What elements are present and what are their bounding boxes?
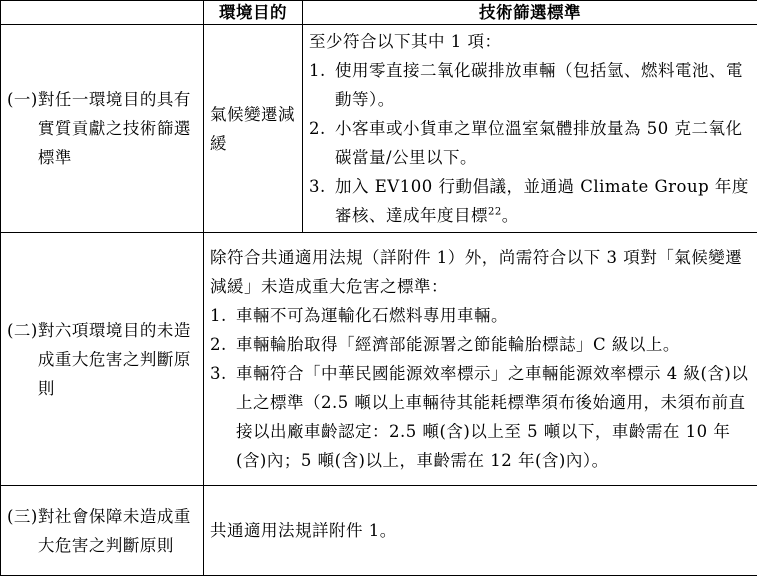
row-1-criteria-cell bbox=[303, 25, 757, 233]
list-item bbox=[210, 330, 751, 359]
row-3-label-cell bbox=[1, 486, 204, 576]
item-number: 1. bbox=[210, 301, 236, 330]
list-item bbox=[309, 114, 751, 172]
row-3-criteria-cell bbox=[204, 486, 757, 576]
item-text: 車輛符合「中華民國能源效率標示」之車輛能源效率標示 4 級(含)以上之標準（2.5 噸以上車輛待其能耗標準須布後始適用，未須布前直接以出廠車齡認定：2.5 噸(含)以上至 5 噸以下，車齡需在 10 年(含)內；5 噸(含)以上，車齡需在 12 年(含)內）。 bbox=[236, 359, 751, 475]
footnote-marker: 22 bbox=[488, 207, 502, 218]
row-2-number: (二) bbox=[7, 316, 38, 403]
item-number: 3. bbox=[309, 172, 335, 230]
row-2-label: 對六項環境目的未造成重大危害之判斷原則 bbox=[38, 316, 197, 403]
header-criteria: 技術篩選標準 bbox=[303, 1, 757, 25]
row-1-objective: 氣候變遷減緩 bbox=[210, 105, 295, 153]
item-number: 2. bbox=[210, 330, 236, 359]
row-3-label: 對社會保障未造成重大危害之判斷原則 bbox=[38, 502, 197, 560]
row-1-objective-cell bbox=[204, 25, 303, 233]
list-item bbox=[210, 359, 751, 475]
row-1-intro: 至少符合以下其中 1 項： bbox=[309, 27, 751, 56]
item-text-tail: 。 bbox=[502, 206, 519, 225]
item-number: 3. bbox=[210, 359, 236, 475]
row-1-label-cell bbox=[1, 25, 204, 233]
row-1-list bbox=[309, 56, 751, 230]
row-3-number: (三) bbox=[7, 502, 38, 560]
row-2-label-cell bbox=[1, 233, 204, 486]
item-text: 車輛輪胎取得「經濟部能源署之節能輪胎標誌」C 級以上。 bbox=[236, 330, 751, 359]
item-text: 使用零直接二氧化碳排放車輛（包括氫、燃料電池、電動等）。 bbox=[335, 56, 751, 114]
row-2-intro: 除符合共通適用法規（詳附件 1）外，尚需符合以下 3 項對「氣候變遷減緩」未造成重大危害之標準： bbox=[210, 243, 751, 301]
table-row-1 bbox=[1, 25, 757, 233]
table-row-2 bbox=[1, 233, 757, 486]
item-number: 2. bbox=[309, 114, 335, 172]
item-text: 加入 EV100 行動倡議，並通過 Climate Group 年度審核、達成年度目標 bbox=[335, 177, 749, 225]
item-text: 車輛不可為運輸化石燃料專用車輛。 bbox=[236, 301, 751, 330]
list-item bbox=[210, 301, 751, 330]
row-2-criteria-cell bbox=[204, 233, 757, 486]
row-1-label: 對任一環境目的具有實質貢獻之技術篩選標準 bbox=[38, 85, 197, 172]
item-text: 小客車或小貨車之單位溫室氣體排放量為 50 克二氧化碳當量/公里以下。 bbox=[335, 114, 751, 172]
header-row bbox=[1, 1, 757, 25]
item-number: 1. bbox=[309, 56, 335, 114]
header-blank-cell bbox=[1, 1, 204, 25]
row-3-text: 共通適用法規詳附件 1。 bbox=[210, 521, 397, 540]
table-row-3 bbox=[1, 486, 757, 576]
header-objective: 環境目的 bbox=[204, 1, 303, 25]
row-2-list bbox=[210, 301, 751, 475]
item-text-with-footnote bbox=[335, 172, 751, 230]
list-item bbox=[309, 56, 751, 114]
row-1-number: (一) bbox=[7, 85, 38, 172]
list-item bbox=[309, 172, 751, 230]
